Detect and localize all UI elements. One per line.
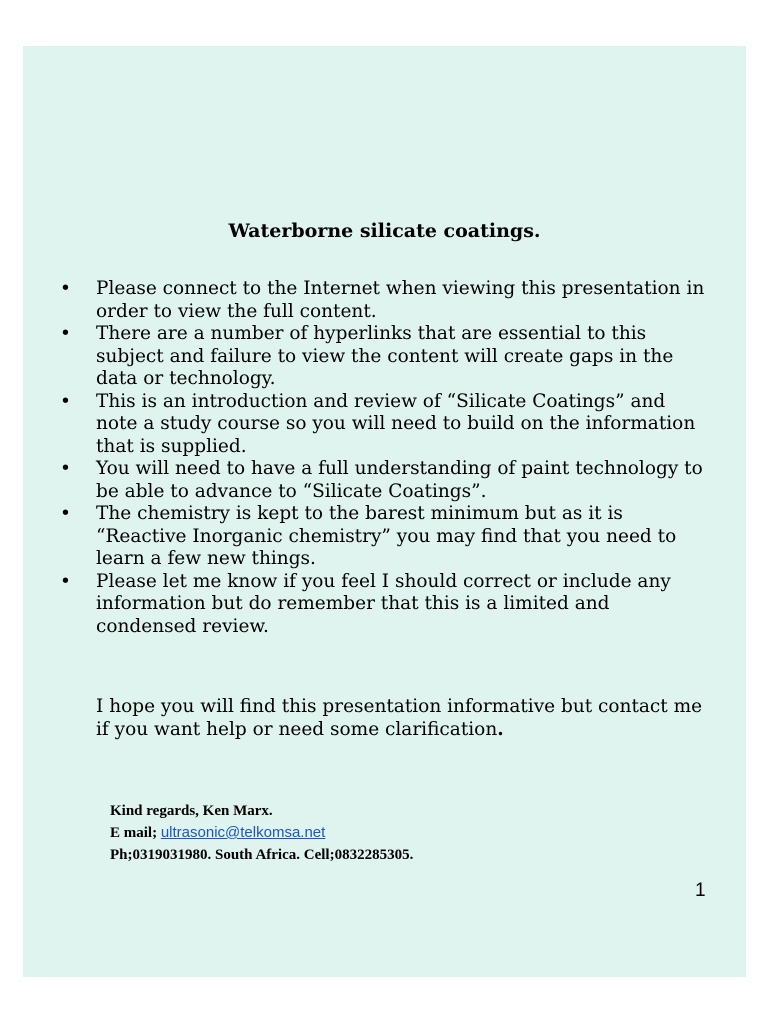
slide — [23, 46, 746, 977]
bullet-text: You will need to have a full understanding of paint technology to be able to advance to “Silicate Coatings”. — [96, 458, 703, 502]
signature-block — [110, 800, 413, 866]
slide-title: Waterborne silicate coatings. — [228, 220, 541, 242]
bullet-item — [57, 278, 707, 323]
bullet-item — [57, 391, 707, 459]
bullet-dot: • — [60, 278, 71, 299]
bullet-text: This is an introduction and review of “Silicate Coatings” and note a study course so you will need to build on the information that is supplied. — [96, 390, 696, 457]
closing-paragraph — [96, 696, 716, 741]
bullet-item — [57, 503, 707, 571]
bullet-item — [57, 323, 707, 391]
signature-email-line — [110, 822, 413, 844]
bullet-text: There are a number of hyperlinks that are essential to this subject and failure to view the content will create gaps in the data or technology. — [96, 323, 674, 389]
bullet-list — [57, 278, 707, 638]
bullet-text: Please connect to the Internet when viewing this presentation in order to view the full content. — [96, 278, 705, 322]
signature-phone: Ph;0319031980. South Africa. Cell;0832285305. — [110, 847, 414, 863]
bullet-dot: • — [60, 458, 71, 479]
bullet-text: The chemistry is kept to the barest minimum but as it is “Reactive Inorganic chemistry” you may find that you need to learn a few new things. — [96, 503, 677, 569]
email-label: E mail; — [110, 825, 158, 841]
bullet-dot: • — [60, 570, 71, 592]
bullet-item — [57, 571, 707, 639]
closing-text: I hope you will find this presentation informative but contact me if you want help or need some clarification — [96, 696, 703, 740]
bullet-text: Please let me know if you feel I should correct or include any information but do remember that this is a limited and condensed review. — [96, 570, 671, 637]
closing-period: . — [497, 718, 504, 740]
bullet-dot: • — [60, 390, 71, 412]
bullet-dot: • — [60, 503, 71, 524]
signature-regards: Kind regards, Ken Marx. — [110, 803, 273, 819]
email-link[interactable]: ultrasonic@telkomsa.net — [160, 824, 326, 841]
page-number: 1 — [695, 880, 706, 901]
bullet-item — [57, 458, 707, 503]
bullet-dot: • — [60, 323, 71, 344]
